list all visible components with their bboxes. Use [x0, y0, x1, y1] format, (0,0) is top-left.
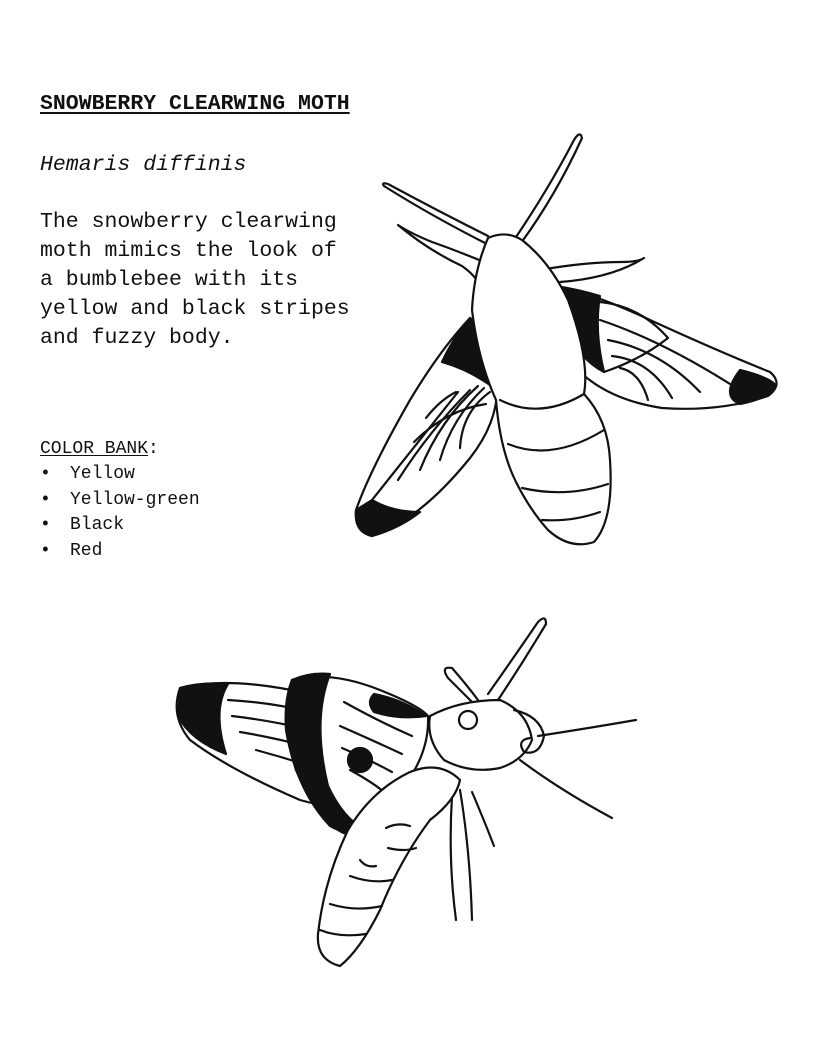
color-bank-item: • Yellow [40, 464, 135, 484]
color-bank-item: • Yellow-green [40, 489, 200, 510]
description-text: The snowberry clearwing moth mimics the look of a bumblebee with its yellow and black stripes and fuzzy body. [40, 210, 350, 350]
page-title: SNOWBERRY CLEARWING MOTH [40, 92, 350, 116]
color-bank-item: • Black [40, 515, 125, 536]
color-bank-item: • Red [40, 541, 103, 562]
scientific-name: Hemaris diffinis [40, 153, 247, 177]
color-bank-heading: COLOR BANK: [40, 439, 159, 459]
